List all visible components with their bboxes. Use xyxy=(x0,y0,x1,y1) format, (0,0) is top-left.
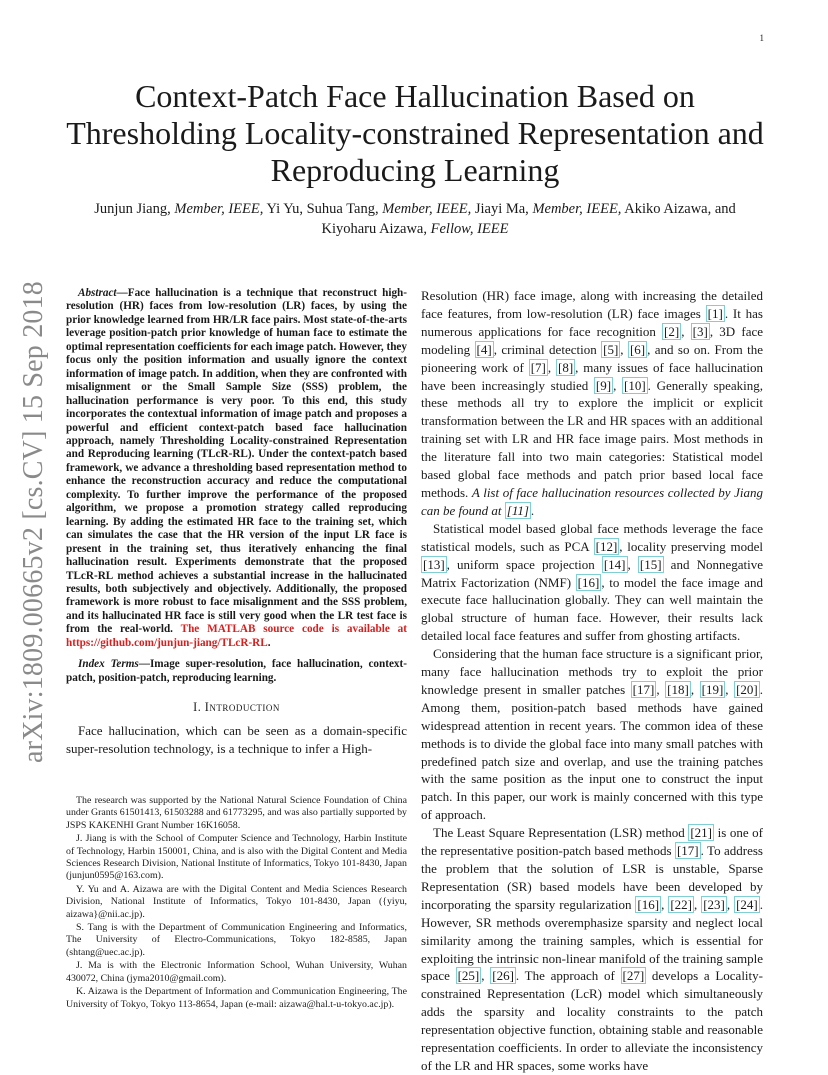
arxiv-stamp-text: arXiv:1809.00665v2 [cs.CV] 15 Sep 2018 xyxy=(18,280,50,764)
citation-link[interactable]: [8] xyxy=(558,359,574,375)
citation-link[interactable]: [14] xyxy=(603,556,626,572)
author-affiliation: Member, IEEE, xyxy=(174,201,264,217)
author-affiliation: Member, IEEE, xyxy=(382,201,472,217)
author-name: Yi Yu, Suhua Tang, xyxy=(266,201,379,217)
author-affiliation: Fellow, IEEE xyxy=(430,221,509,237)
citation-link[interactable]: [18] xyxy=(667,681,689,697)
citation-link[interactable]: [9] xyxy=(595,377,612,393)
author-affiliation: Member, IEEE, xyxy=(532,201,622,217)
author-name: Junjun Jiang, xyxy=(94,201,171,217)
index-terms-body: —Image super-resolution, face hallucination, context-patch, position-patch, reproducing learning. xyxy=(66,658,407,684)
footnote: The research was supported by the National Natural Science Foundation of China under Grants 61501413, 61503288 and 61773295, and was also partially supported by JSPS KAKENHI Grant Number 16K16058. xyxy=(66,795,407,831)
citation-link[interactable]: [5] xyxy=(603,341,619,357)
citation-link[interactable]: [1] xyxy=(707,305,723,321)
citation-link[interactable]: [13] xyxy=(423,556,445,572)
citation-link[interactable]: [4] xyxy=(476,341,492,357)
citation-link[interactable]: [23] xyxy=(703,896,725,912)
footnote: Y. Yu and A. Aizawa are with the Digital Content and Media Sciences Research Division, National Institute of Informatics, Tokyo 101-8430, Japan ({yiyu, aizawa}@nii.ac.jp). xyxy=(66,883,407,920)
citation-link[interactable]: [3] xyxy=(692,323,708,339)
body-paragraph: Statistical model based global face methods leverage the face statistical models, such as PCA [12] , locality preserving model [13] , uniform space projection [14] , [15] and Nonnegative Matrix Factorization (NMF) [16] , to model the face image and execute face hallucination globally. They can well maintain the global structure of human face. However, their results lack detailed local face features and suffer from ghosting artifacts. xyxy=(421,520,763,644)
footnote: S. Tang is with the Department of Communication Engineering and Informatics, The University of Electro-Communications, Tokyo 182-8585, Japan (shtang@uec.ac.jp). xyxy=(66,922,407,958)
citation-link[interactable]: [19] xyxy=(701,681,724,697)
body-paragraph: Resolution (HR) face image, along with increasing the detailed face features, from low-resolution (LR) face images [1] . It has numerous applications for face recognition [2] , [3] , 3D face modeling [4] , criminal detection [5] , [6] , and so on. From the pioneering work of [7] , [8] , many issues of face hallucination have been increasingly studied [9] , [10] . Generally speaking, these methods all try to explore the implicit or explicit transformation between the LR and HR spaces with an additional training set with LR and HR face image pairs. Most methods in the literature fall into two main categories: Statistical model based global face methods and patch prior based local face methods. A list of face hallucination resources collected by Jiang can be found at [11] . xyxy=(421,288,764,518)
footnotes xyxy=(66,795,407,1012)
paper-title: Context-Patch Face Hallucination Based on Thresholding Locality-constrained Representation and Reproducing Learning xyxy=(66,78,764,188)
citation-link[interactable]: [6] xyxy=(629,341,646,357)
footnote: K. Aizawa is the Department of Information and Communication Engineering, The University of Tokyo, Tokyo 113-8654, Japan (e-mail: aizawa@hal.t-u-tokyo.ac.jp). xyxy=(66,986,407,1010)
left-column xyxy=(66,287,407,758)
section-heading: I. Introduction xyxy=(193,700,280,715)
arxiv-stamp xyxy=(11,280,57,764)
citation-link[interactable]: [22] xyxy=(670,896,692,912)
body-paragraph: Considering that the human face structure is a significant prior, many face hallucination methods try to exploit the prior knowledge present in smaller patches [17] , [18] , [19] , [20] . Among them, position-patch based methods have gained widespread attention in recent years. The common idea of these methods is to divide the global face into many small patches with predefined patch size and overlap, and use the training patches with the same position as the input one to construct the input patch. In this paper, our work is mainly concerned with this type of approach. xyxy=(421,646,763,823)
footnote: J. Ma is with the Electronic Information School, Wuhan University, Wuhan 430072, China (jyma2010@gmail.com). xyxy=(66,960,407,984)
citation-link[interactable]: [15] xyxy=(639,556,662,572)
right-column xyxy=(421,287,763,1075)
body-paragraph: The Least Square Representation (LSR) method [21] is one of the representative position-patch based methods [17] . To address the problem that the solution of LSR is unstable, Sparse Representation (SR) based models have been developed by incorporating the sparsity regularization [16] , [22] , [23] , [24] . However, SR methods overemphasize sparsity and neglect local similarity among the training samples, which is essential for exploiting the intrinsic non-linear manifold of the training sample space [25] , [26] . The approach of [27] develops a Locality-constrained Representation (LcR) model which simultaneously adds the sparsity and locality constraints to the patch representation objective function, obtaining stable and reasonable representation coefficients. In order to alleviate the inconsistency of the LR and HR spaces, some works have xyxy=(421,825,764,1073)
citation-link[interactable]: [21] xyxy=(690,825,713,841)
abstract xyxy=(66,287,407,650)
citation-link[interactable]: [17] xyxy=(676,843,699,859)
citation-link[interactable]: [27] xyxy=(622,968,645,984)
author-list xyxy=(60,199,770,239)
footnote: J. Jiang is with the School of Computer Science and Technology, Harbin Institute of Technology, Harbin 150001, China, and is also with the Digital Content and Media Sciences Research Division, National Institute of Informatics, Tokyo 101-8430, Japan (junjun0595@163.com). xyxy=(66,833,407,882)
abstract-end: . xyxy=(267,636,271,649)
citation-link[interactable]: [17] xyxy=(632,681,655,697)
intro-paragraph: Face hallucination, which can be seen as a domain-specific super-resolution technology, is a technique to infer a High- xyxy=(66,723,407,757)
citation-link[interactable]: [10] xyxy=(624,377,646,393)
citation-link[interactable]: [20] xyxy=(736,681,758,697)
citation-link[interactable]: [12] xyxy=(595,538,618,554)
source-code-link[interactable]: The MATLAB source code is available at https://github.com/junjun-jiang/TLcR-RL xyxy=(66,623,407,649)
author-name: Kiyoharu Aizawa, xyxy=(321,221,427,237)
index-terms-label: Index Terms xyxy=(78,658,139,671)
author-name: Jiayi Ma, xyxy=(474,201,529,217)
citation-link[interactable]: [7] xyxy=(530,359,546,375)
citation-link[interactable]: [11] xyxy=(506,502,529,518)
index-terms xyxy=(66,658,407,685)
citation-link[interactable]: [16] xyxy=(637,896,660,912)
author-name: Akiko Aizawa, and xyxy=(624,201,736,217)
abstract-label: Abstract xyxy=(78,287,117,299)
citation-link[interactable]: [26] xyxy=(492,968,514,984)
citation-link[interactable]: [24] xyxy=(736,896,758,912)
citation-link[interactable]: [25] xyxy=(457,968,480,984)
citation-link[interactable]: [16] xyxy=(577,574,600,590)
abstract-body: —Face hallucination is a technique that reconstruct high-resolution (HR) faces from low-resolution (LR) faces, by using the prior knowledge learned from HR/LR face pairs. Most state-of-the-arts leverage position-patch prior knowledge of human face to estimate the optimal representation coefficients for each image patch. However, they focus only the position information and usually ignore the context information of image patch. In addition, when they are confronted with misalignment or the Small Sample Size (SSS) problem, the hallucination performance is very poor. To this end, this study incorporates the contextual information of image patch and proposes a powerful and efficient context-patch based face hallucination approach, namely Thresholding Locality-constrained Representation and Reproducing learning (TLcR-RL). Under the context-patch based framework, we advance a thresholding based representation method to enhance the reconstruction accuracy and reduce the computational complexity. To further improve the performance of the proposed algorithm, we propose a promotion strategy called reproducing learning. By adding the estimated HR face to the training set, which can simulates the case that the HR version of the input LR face is present in the training set, thus iteratively enhancing the final hallucination result. Experiments demonstrate that the proposed TLcR-RL method achieves a substantial increase in the hallucinated results, both subjectively and objectively. Additionally, the proposed framework is more robust to face misalignment and the SSS problem, and its hallucinated HR face is still very good when the LR test face is from the real-world. xyxy=(66,287,407,636)
page-number: 1 xyxy=(759,33,764,43)
citation-link[interactable]: [2] xyxy=(664,323,680,339)
